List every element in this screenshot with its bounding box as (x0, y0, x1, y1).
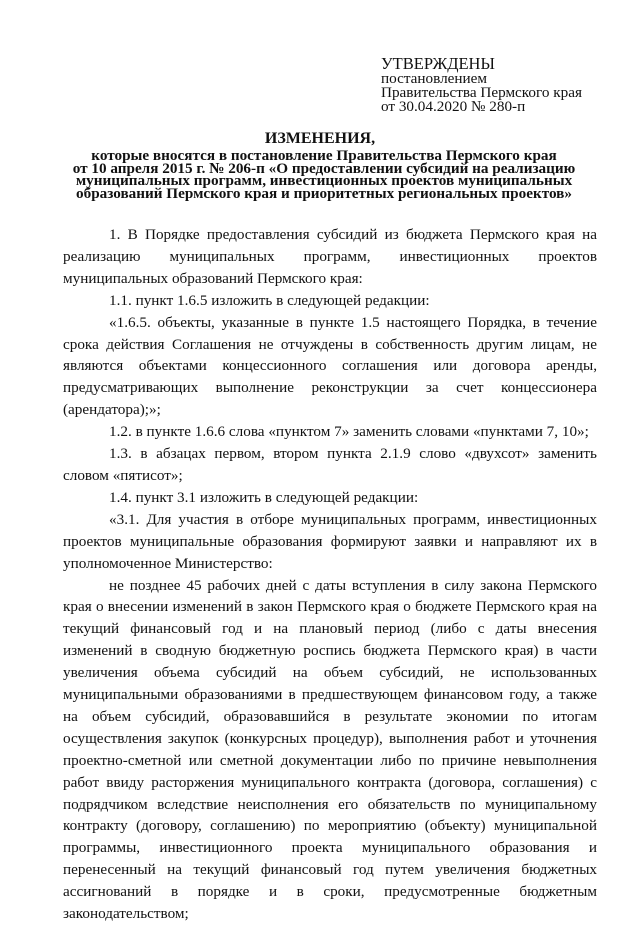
approval-line: Правительства Пермского края (381, 86, 582, 100)
document-subtitle (64, 150, 584, 200)
paragraph: 1.3. в абзацах первом, втором пункта 2.1.9 слово «двухсот» заменить словом «пятисот»; (63, 443, 597, 487)
paragraph: 1.1. пункт 1.6.5 изложить в следующей редакции: (63, 290, 597, 312)
approval-line: от 30.04.2020 № 280-п (381, 100, 582, 114)
paragraph: «3.1. Для участия в отборе муниципальных программ, инвестиционных проектов муниципальные образования формируют заявки и направляют их в уполномоченное Министерство: (63, 509, 597, 575)
subtitle-line: которые вносятся в постановление Правительства Пермского края (64, 150, 584, 163)
subtitle-line: от 10 апреля 2015 г. № 206-п «О предоставлении субсидий на реализацию (64, 163, 584, 176)
approval-heading: УТВЕРЖДЕНЫ (381, 55, 582, 72)
approval-line: постановлением (381, 72, 582, 86)
paragraph: 1.4. пункт 3.1 изложить в следующей редакции: (63, 487, 597, 509)
paragraph: 1. В Порядке предоставления субсидий из бюджета Пермского края на реализацию муниципальных программ, инвестиционных проектов муниципальных образований Пермского края: (63, 224, 597, 290)
subtitle-line: образований Пермского края и приоритетных региональных проектов» (64, 188, 584, 201)
document-body (63, 224, 597, 925)
approval-stamp (381, 55, 582, 113)
paragraph: «1.6.5. объекты, указанные в пункте 1.5 настоящего Порядка, в течение срока действия Соглашения не отчуждены в собственность другим лицам, не являются объектами концессионного соглашения или договора аренды, предусматривающих выполнение реконструкции за счет концессионера (арендатора);»; (63, 312, 597, 422)
subtitle-line: муниципальных программ, инвестиционных проектов муниципальных (64, 175, 584, 188)
paragraph: не позднее 45 рабочих дней с даты вступления в силу закона Пермского края о внесении изменений в закон Пермского края о бюджете Пермского края на текущий финансовый год и на плановый период (либо с даты внесения изменений в сводную бюджетную роспись бюджета Пермского края) в части увеличения объема субсидий на объем субсидий, не использованных муниципальными образованиями в предшествующем финансовом году, а также на объем субсидий, образовавшийся в результате экономии по итогам осуществления закупок (конкурсных процедур), выполнения работ и уточнения проектно-сметной или сметной документации либо по причине невыполнения работ ввиду расторжения муниципального контракта (договора, соглашения) с подрядчиком вследствие неисполнения его обязательств по муниципальному контракту (договору, соглашению) по мероприятию (объекту) муниципальной программы, инвестиционного проекта муниципального образования и перенесенный на текущий финансовый год путем увеличения бюджетных ассигнований в порядке и в сроки, предусмотренные бюджетным законодательством; (63, 575, 597, 925)
paragraph: 1.2. в пункте 1.6.6 слова «пунктом 7» заменить словами «пунктами 7, 10»; (63, 421, 597, 443)
document-title: ИЗМЕНЕНИЯ, (0, 130, 640, 148)
